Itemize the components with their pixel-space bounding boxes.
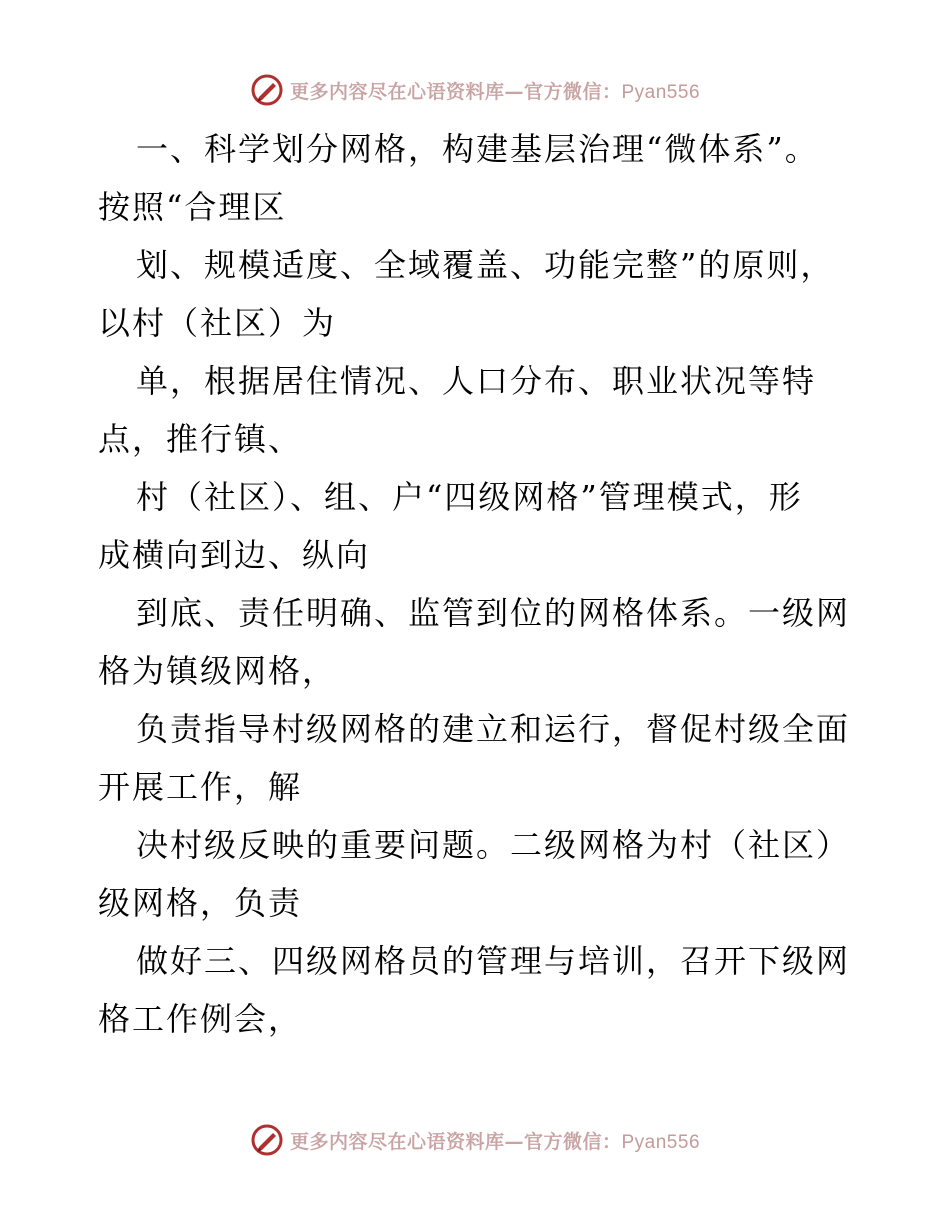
text-line: 成横向到边、纵向 bbox=[98, 536, 371, 574]
text-line: 格工作例会， bbox=[98, 1000, 303, 1038]
header-watermark bbox=[0, 70, 950, 110]
text-line: 按照“合理区 bbox=[98, 188, 287, 226]
text-line: 开展工作，解 bbox=[98, 768, 303, 806]
text-line: 点，推行镇、 bbox=[98, 420, 303, 458]
text-line: 一、科学划分网格，构建基层治理“微体系”。 bbox=[136, 130, 819, 168]
text-line: 级网格，负责 bbox=[98, 884, 303, 922]
text-line: 负责指导村级网格的建立和运行，督促村级全面 bbox=[136, 710, 851, 748]
text-line: 单，根据居住情况、人口分布、职业状况等特 bbox=[136, 362, 817, 400]
text-line: 格为镇级网格， bbox=[98, 652, 337, 690]
text-line: 决村级反映的重要问题。二级网格为村（社区） bbox=[136, 826, 851, 864]
footer-watermark bbox=[0, 1120, 950, 1160]
text-line: 到底、责任明确、监管到位的网格体系。一级网 bbox=[136, 594, 851, 632]
text-line: 做好三、四级网格员的管理与培训，召开下级网 bbox=[136, 942, 851, 980]
watermark-text: 更多内容尽在心语资料库—官方微信：Pyan556 bbox=[289, 1130, 701, 1153]
text-line: 以村（社区）为 bbox=[98, 304, 337, 342]
pen-logo-icon bbox=[250, 1123, 284, 1157]
text-line: 划、规模适度、全域覆盖、功能完整”的原则， bbox=[136, 246, 835, 284]
text-line: 村（社区）、组、户“四级网格”管理模式，形 bbox=[136, 478, 803, 516]
pen-logo-icon bbox=[250, 73, 284, 107]
document-body bbox=[98, 120, 868, 1048]
watermark-text: 更多内容尽在心语资料库—官方微信：Pyan556 bbox=[289, 80, 701, 103]
